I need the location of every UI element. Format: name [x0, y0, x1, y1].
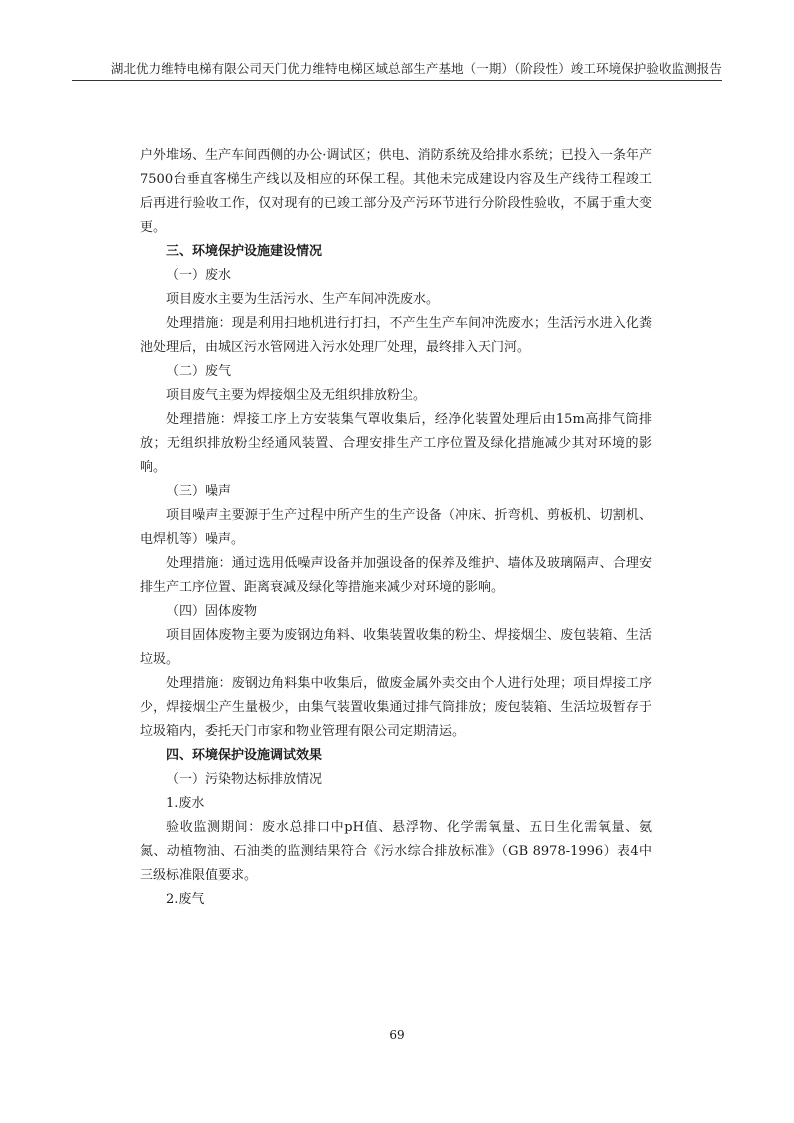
subheading-wastewater: （一）废水 — [166, 268, 232, 283]
paragraph-wastewater-main: 项目废水主要为生活污水、生产车间冲洗废水。 — [166, 292, 440, 307]
paragraph-noise-measure: 处理措施：通过选用低噪声设备并加强设备的保养及维护、墙体及玻璃隔声、合理安排生产工序位置、距离衰减及绿化等措施来减少对环境的影响。 — [140, 556, 652, 595]
paragraph-noise-main: 项目噪声主要源于生产过程中所产生的生产设备（冲床、折弯机、剪板机、切割机、电焊机等）噪声。 — [140, 508, 652, 547]
subheading-wastewater-result: 1.废水 — [166, 796, 205, 811]
intro-paragraph: 户外堆场、生产车间西侧的办公·调试区；供电、消防系统及给排水系统；已投入一条年产7500台垂直客梯生产线以及相应的环保工程。其他未完成建设内容及生产线待工程竣工后再进行验收工作，仅对现有的已竣工部分及产污环节进行分阶段性验收，不属于重大变更。 — [140, 148, 652, 235]
paragraph-wastewater-result: 验收监测期间：废水总排口中pH值、悬浮物、化学需氧量、五日生化需氧量、氨氮、动植物油、石油类的监测结果符合《污水综合排放标准》（GB 8978-1996）表4中三级标准限值要求。 — [140, 820, 652, 883]
subheading-wastegas: （二）废气 — [166, 364, 232, 379]
paragraph-solid-main: 项目固体废物主要为废钢边角料、收集装置收集的粉尘、焊接烟尘、废包装箱、生活垃圾。 — [140, 628, 652, 667]
paragraph-wastewater-measure: 处理措施：现是利用扫地机进行打扫，不产生生产车间冲洗废水；生活污水进入化粪池处理后，由城区污水管网进入污水处理厂处理，最终排入天门河。 — [140, 316, 652, 355]
subheading-noise: （三）噪声 — [166, 484, 232, 499]
page-number: 69 — [389, 1028, 405, 1042]
section-heading-4: 四、环境保护设施调试效果 — [166, 748, 323, 763]
subheading-solid-waste: （四）固体废物 — [166, 604, 258, 619]
subheading-pollutant-discharge: （一）污染物达标排放情况 — [166, 772, 323, 787]
page-header — [72, 58, 722, 81]
section-heading-3: 三、环境保护设施建设情况 — [166, 244, 323, 259]
header-title: 湖北优力维特电梯有限公司天门优力维特电梯区域总部生产基地（一期）（阶段性）竣工环境保护验收监测报告 — [110, 61, 722, 76]
paragraph-solid-measure: 处理措施：废钢边角料集中收集后，做废金属外卖交由个人进行处理；项目焊接工序少，焊接烟尘产生量极少，由集气装置收集通过排气筒排放；废包装箱、生活垃圾暂存于垃圾箱内，委托天门市家和物业管理有限公司定期清运。 — [140, 676, 652, 739]
subheading-wastegas-result: 2.废气 — [166, 892, 205, 907]
paragraph-wastegas-main: 项目废气主要为焊接烟尘及无组织排放粉尘。 — [166, 388, 427, 403]
document-body — [140, 144, 652, 912]
paragraph-wastegas-measure: 处理措施：焊接工序上方安装集气罩收集后，经净化装置处理后由15m高排气筒排放；无组织排放粉尘经通风装置、合理安排生产工序位置及绿化措施减少其对环境的影响。 — [140, 412, 652, 475]
